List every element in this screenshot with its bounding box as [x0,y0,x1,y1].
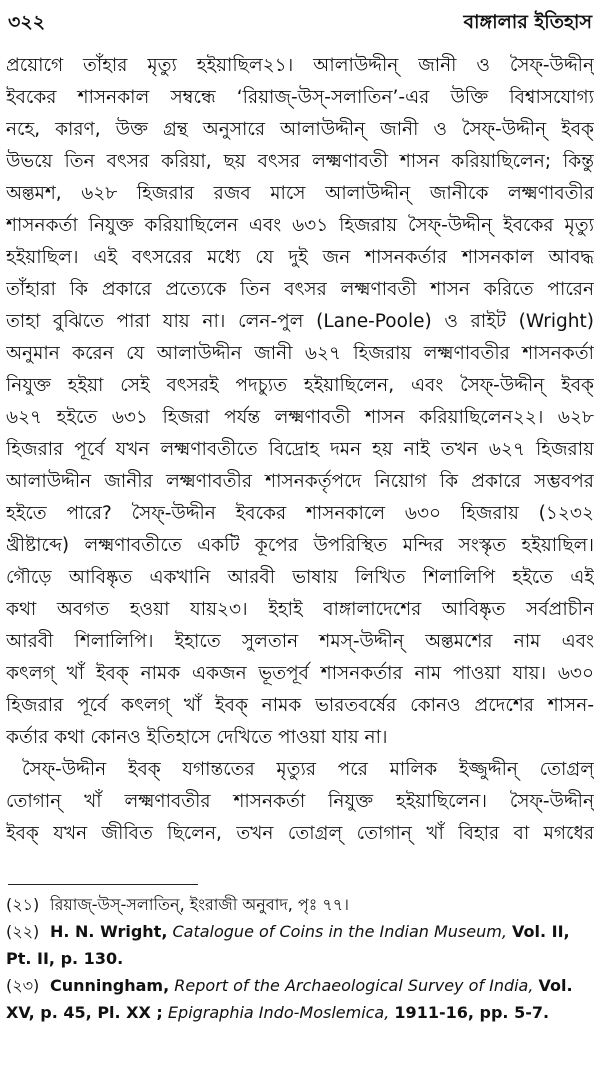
footnote-number: (২৩) [6,976,40,995]
footnote-continuation: XV, p. 45, Pl. XX ; [6,1003,163,1022]
text-line: শাসনকর্তা নিযুক্ত করিয়াছিলেন এবং ৬৩১ হিজরায় সৈফ্-উদ্দীন্ ইবকের মৃত্যু [6,215,594,236]
text-line: গৌড়ে আবিষ্কৃত একখানি আরবী ভাষায় লিখিত শিলালিপি হইতে এই [6,567,594,588]
text-line: নহে, কারণ, উক্ত গ্রন্থ অনুসারে আলাউদ্দীন্ জানী ও সৈফ্-উদ্দীন্ ইবক্ [6,119,594,140]
footnote-number: (২১) [6,895,40,914]
text-line: হইয়াছিল। এই বৎসরের মধ্যে যে দুই জন শাসনকর্তার শাসনকাল আবদ্ধ [6,247,594,268]
text-line: হইতে পারে? সৈফ্-উদ্দীন ইবকের শাসনকালে ৬৩০ হিজরায় (১২৩২ [6,503,594,524]
text-line: হিজরার পূর্বে কৎলগ্ খাঁ ইবক্ নামক ভারতবর্ষের কোনও প্রদেশের শাসন- [6,695,594,716]
footnote-divider [8,884,198,885]
text-line: হিজরার পূর্বে যখন লক্ষ্মণাবতীতে বিদ্রোহ দমন হয় নাই তখন ৬২৭ হিজরায় [6,439,594,460]
footnote-title: Report of the Archaeological Survey of India, [174,976,534,995]
text-line: অল্তমশ, ৬২৮ হিজরার রজব মাসে আলাউদ্দীন্ জানীকে লক্ষ্মণাবতীর [6,183,594,204]
footnotes [6,891,594,1026]
footnote-text: রিয়াজ্-উস্-সলাতিন্, ইংরাজী অনুবাদ, পৃঃ ৭৭। [50,895,349,914]
footnote-22-continued [6,945,594,972]
text-line: তাহা বুঝিতে পারা যায় না। লেন-পুল (Lane-Poole) ও রাইট (Wright) [6,311,594,332]
footnote-23 [6,972,594,999]
running-title: বাঙ্গালার ইতিহাস [463,11,592,33]
text-line: কর্তার কথা কোনও ইতিহাসে দেখিতে পাওয়া যায় না। [6,727,388,748]
body-text [6,50,594,850]
footnote-volume: Vol. II, [512,922,570,941]
text-line: কথা অবগত হওয়া যায়২৩। ইহাই বাঙ্গালাদেশের আবিষ্কৃত সর্বপ্রাচীন [6,599,594,620]
text-line: ইবক্ যখন জীবিত ছিলেন, তখন তোগ্রল্ তোগান্ খাঁ বিহার বা মগধের [6,823,594,844]
footnote-23-continued [6,999,594,1026]
text-line: নিযুক্ত হইয়া সেই বৎসরই পদচ্যুত হইয়াছিলেন, এবং সৈফ্-উদ্দীন্ ইবক্ [6,375,594,396]
text-line: কৎলগ্ খাঁ ইবক্ নামক একজন ভূতপূর্ব শাসনকর্তার নাম পাওয়া যায়। ৬৩০ [6,663,594,684]
text-line: ৬২৭ হইতে ৬৩১ হিজরা পর্যন্ত লক্ষ্মণাবতী শাসন করিয়াছিলেন২২। ৬২৮ [6,407,594,428]
footnote-continuation: Pt. II, p. 130. [6,949,124,968]
footnote-21 [6,891,594,918]
footnote-title: Epigraphia Indo-Moslemica, [167,1003,390,1022]
text-line: আরবী শিলালিপি। ইহাতে সুলতান শমস্-উদ্দীন্ অল্তমশের নাম এবং [6,631,594,652]
footnote-author: Cunningham, [50,976,170,995]
text-line: প্রয়োগে তাঁহার মৃত্যু হইয়াছিল২১। আলাউদ্দীন্ জানী ও সৈফ্-উদ্দীন্ [6,55,594,76]
text-line: অনুমান করেন যে আলাউদ্দীন জানী ৬২৭ হিজরায় লক্ষ্মণাবতীর শাসনকর্তা [6,343,594,364]
text-line: তোগান্ খাঁ লক্ষ্মণাবতীর শাসনকর্তা নিযুক্ত হইয়াছিলেন। সৈফ্-উদ্দীন্ [6,791,594,812]
footnote-title: Catalogue of Coins in the Indian Museum, [172,922,507,941]
page-header [6,8,594,38]
footnote-author: H. N. Wright, [50,922,168,941]
text-line: উভয়ে তিন বৎসর করিয়া, ছয় বৎসর লক্ষ্মণাবতী শাসন করিয়াছিলেন; কিন্তু [6,151,594,172]
text-line: সৈফ্-উদ্দীন ইবক্ যগান্ততের মৃত্যুর পরে মালিক ইজ্জুদ্দীন্ তোগ্রল্ [22,759,594,780]
text-line: খ্রীষ্টাব্দে) লক্ষ্মণাবতীতে একটি কূপের উপরিস্থিত মন্দির সংস্কৃত হইয়াছিল। [6,535,594,556]
footnote-number: (২২) [6,922,40,941]
text-line: ইবকের শাসনকাল সম্বন্ধে ‘রিয়াজ্-উস্-সলাতিন’-এর উক্তি বিশ্বাসযোগ্য [6,87,594,108]
footnote-pages: 1911-16, pp. 5-7. [394,1003,550,1022]
footnote-volume: Vol. [538,976,573,995]
page-number: ৩২২ [8,11,46,33]
text-line: তাঁহারা কি প্রকারে প্রত্যেকে তিন বৎসর লক্ষ্মণাবতী শাসন করিতে পারেন [6,279,594,300]
text-line: আলাউদ্দীন জানীর লক্ষ্মণাবতীর শাসনকর্তৃপদে নিয়োগ কি প্রকারে সম্ভবপর [6,471,594,492]
footnote-22 [6,918,594,945]
